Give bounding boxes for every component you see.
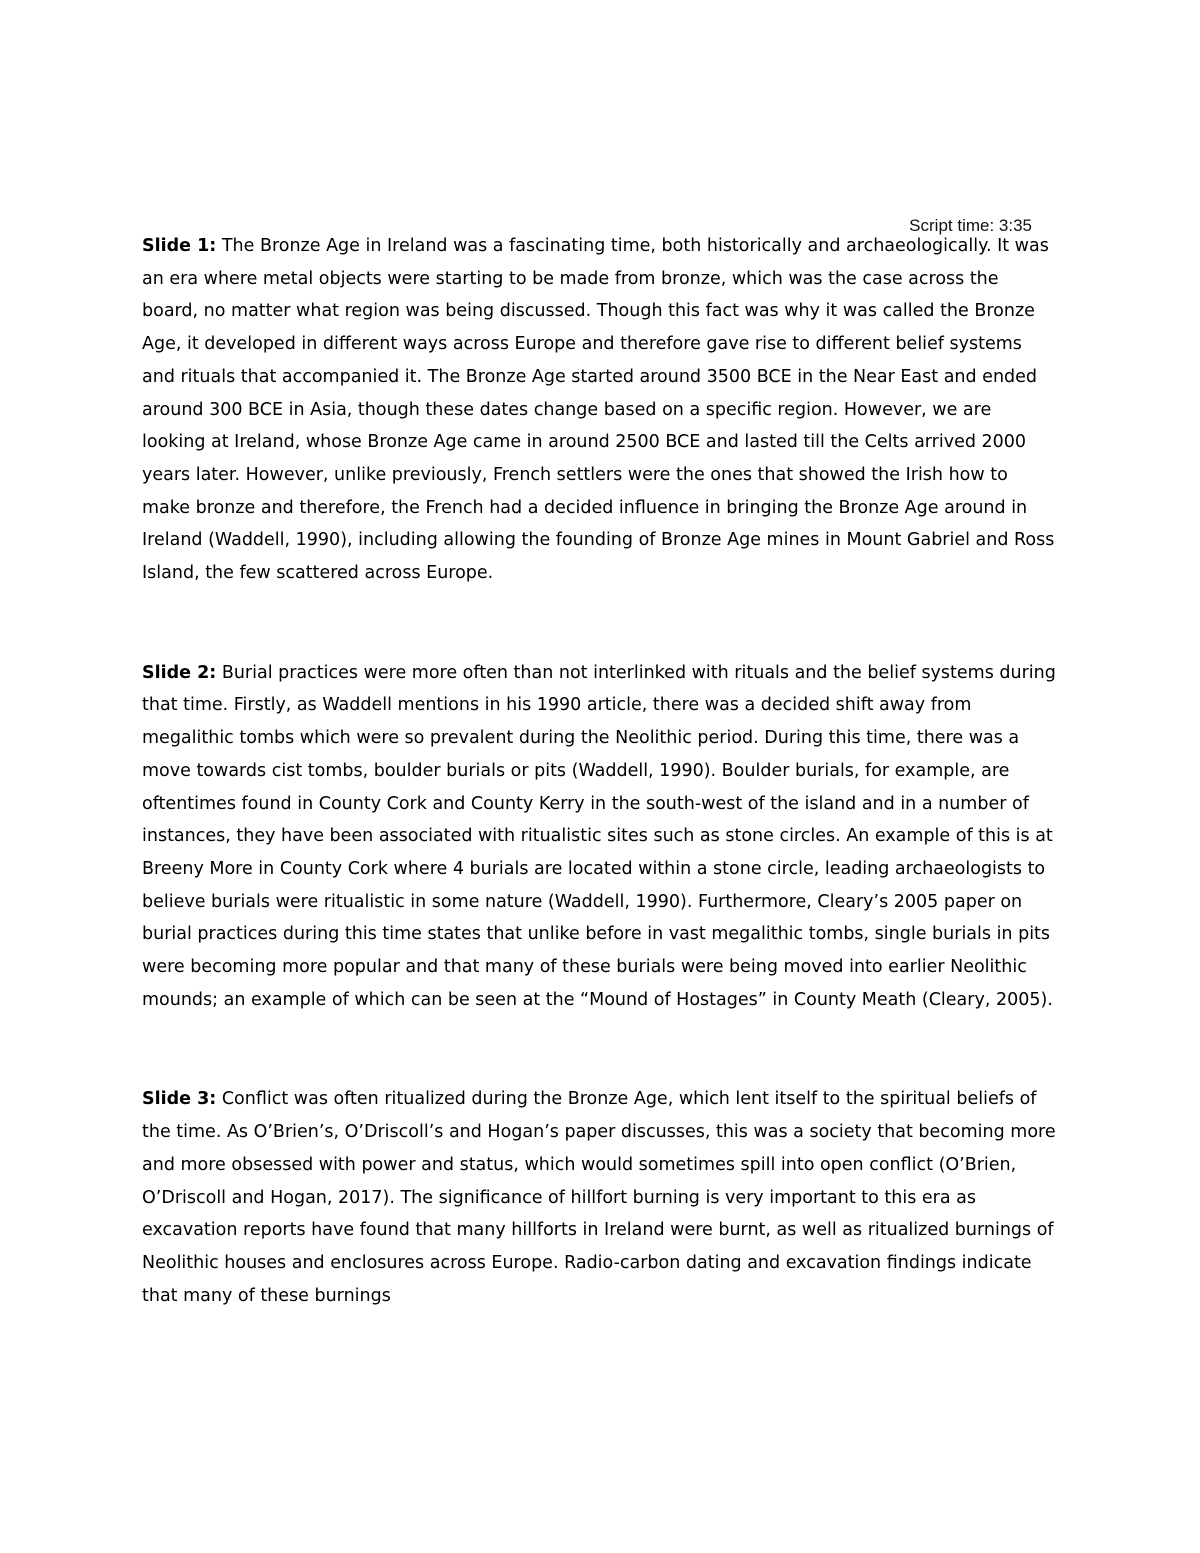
script-time: Script time: 3:35 — [909, 216, 1032, 235]
slide-label: Slide 1: — [142, 236, 217, 256]
paragraph-text: The Bronze Age in Ireland was a fascinating time, both historically and archaeologically. It was an era where metal objects were starting to be made from bronze, which was the case across the board, no matter what region was being discussed. Though this fact was why it was called the Bronze Age, it developed in different ways across Europe and therefore gave rise to different belief systems and rituals that accompanied it. The Bronze Age started around 3500 BCE in the Near East and ended around 300 BCE in Asia, though these dates change based on a specific region. However, we are looking at Ireland, whose Bronze Age came in around 2500 BCE and lasted till the Celts arrived 2000 years later. However, unlike previously, French settlers were the ones that showed the Irish how to make bronze and therefore, the French had a decided influence in bringing the Bronze Age around in Ireland (Waddell, 1990), including allowing the founding of Bronze Age mines in Mount Gabriel and Ross Island, the few scattered across Europe. — [142, 236, 1055, 584]
paragraph-text: Burial practices were more often than not interlinked with rituals and the belief systems during that time. Firstly, as Waddell mentions in his 1990 article, there was a decided shift away from megalithic tombs which were so prevalent during the Neolithic period. During this time, there was a move towards cist tombs, boulder burials or pits (Waddell, 1990). Boulder burials, for example, are oftentimes found in County Cork and County Kerry in the south-west of the island and in a number of instances, they have been associated with ritualistic sites such as stone circles. An example of this is at Breeny More in County Cork where 4 burials are located within a stone circle, leading archaeologists to believe burials were ritualistic in some nature (Waddell, 1990). Furthermore, Cleary’s 2005 paper on burial practices during this time states that unlike before in vast megalithic tombs, single burials in pits were becoming more popular and that many of these burials were being moved into earlier Neolithic mounds; an example of which can be seen at the “Mound of Hostages” in County Meath (Cleary, 2005). — [142, 662, 1056, 1010]
slide-label: Slide 2: — [142, 662, 217, 683]
slide-label: Slide 3: — [142, 1089, 217, 1110]
document-body — [142, 230, 1060, 1379]
paragraph-slide-2 — [142, 657, 1060, 1017]
paragraph-slide-3 — [142, 1083, 1060, 1312]
paragraph-text: Conflict was often ritualized during the Bronze Age, which lent itself to the spiritual beliefs of the time. As O’Brien’s, O’Driscoll’s and Hogan’s paper discusses, this was a society that becoming more and more obsessed with power and status, which would sometimes spill into open conflict (O’Brien, O’Driscoll and Hogan, 2017). The significance of hillfort burning is very important to this era as excavation reports have found that many hillforts in Ireland were burnt, as well as ritualized burnings of Neolithic houses and enclosures across Europe. Radio-carbon dating and excavation findings indicate that many of these burnings — [142, 1089, 1056, 1306]
paragraph-slide-1 — [142, 230, 1060, 590]
